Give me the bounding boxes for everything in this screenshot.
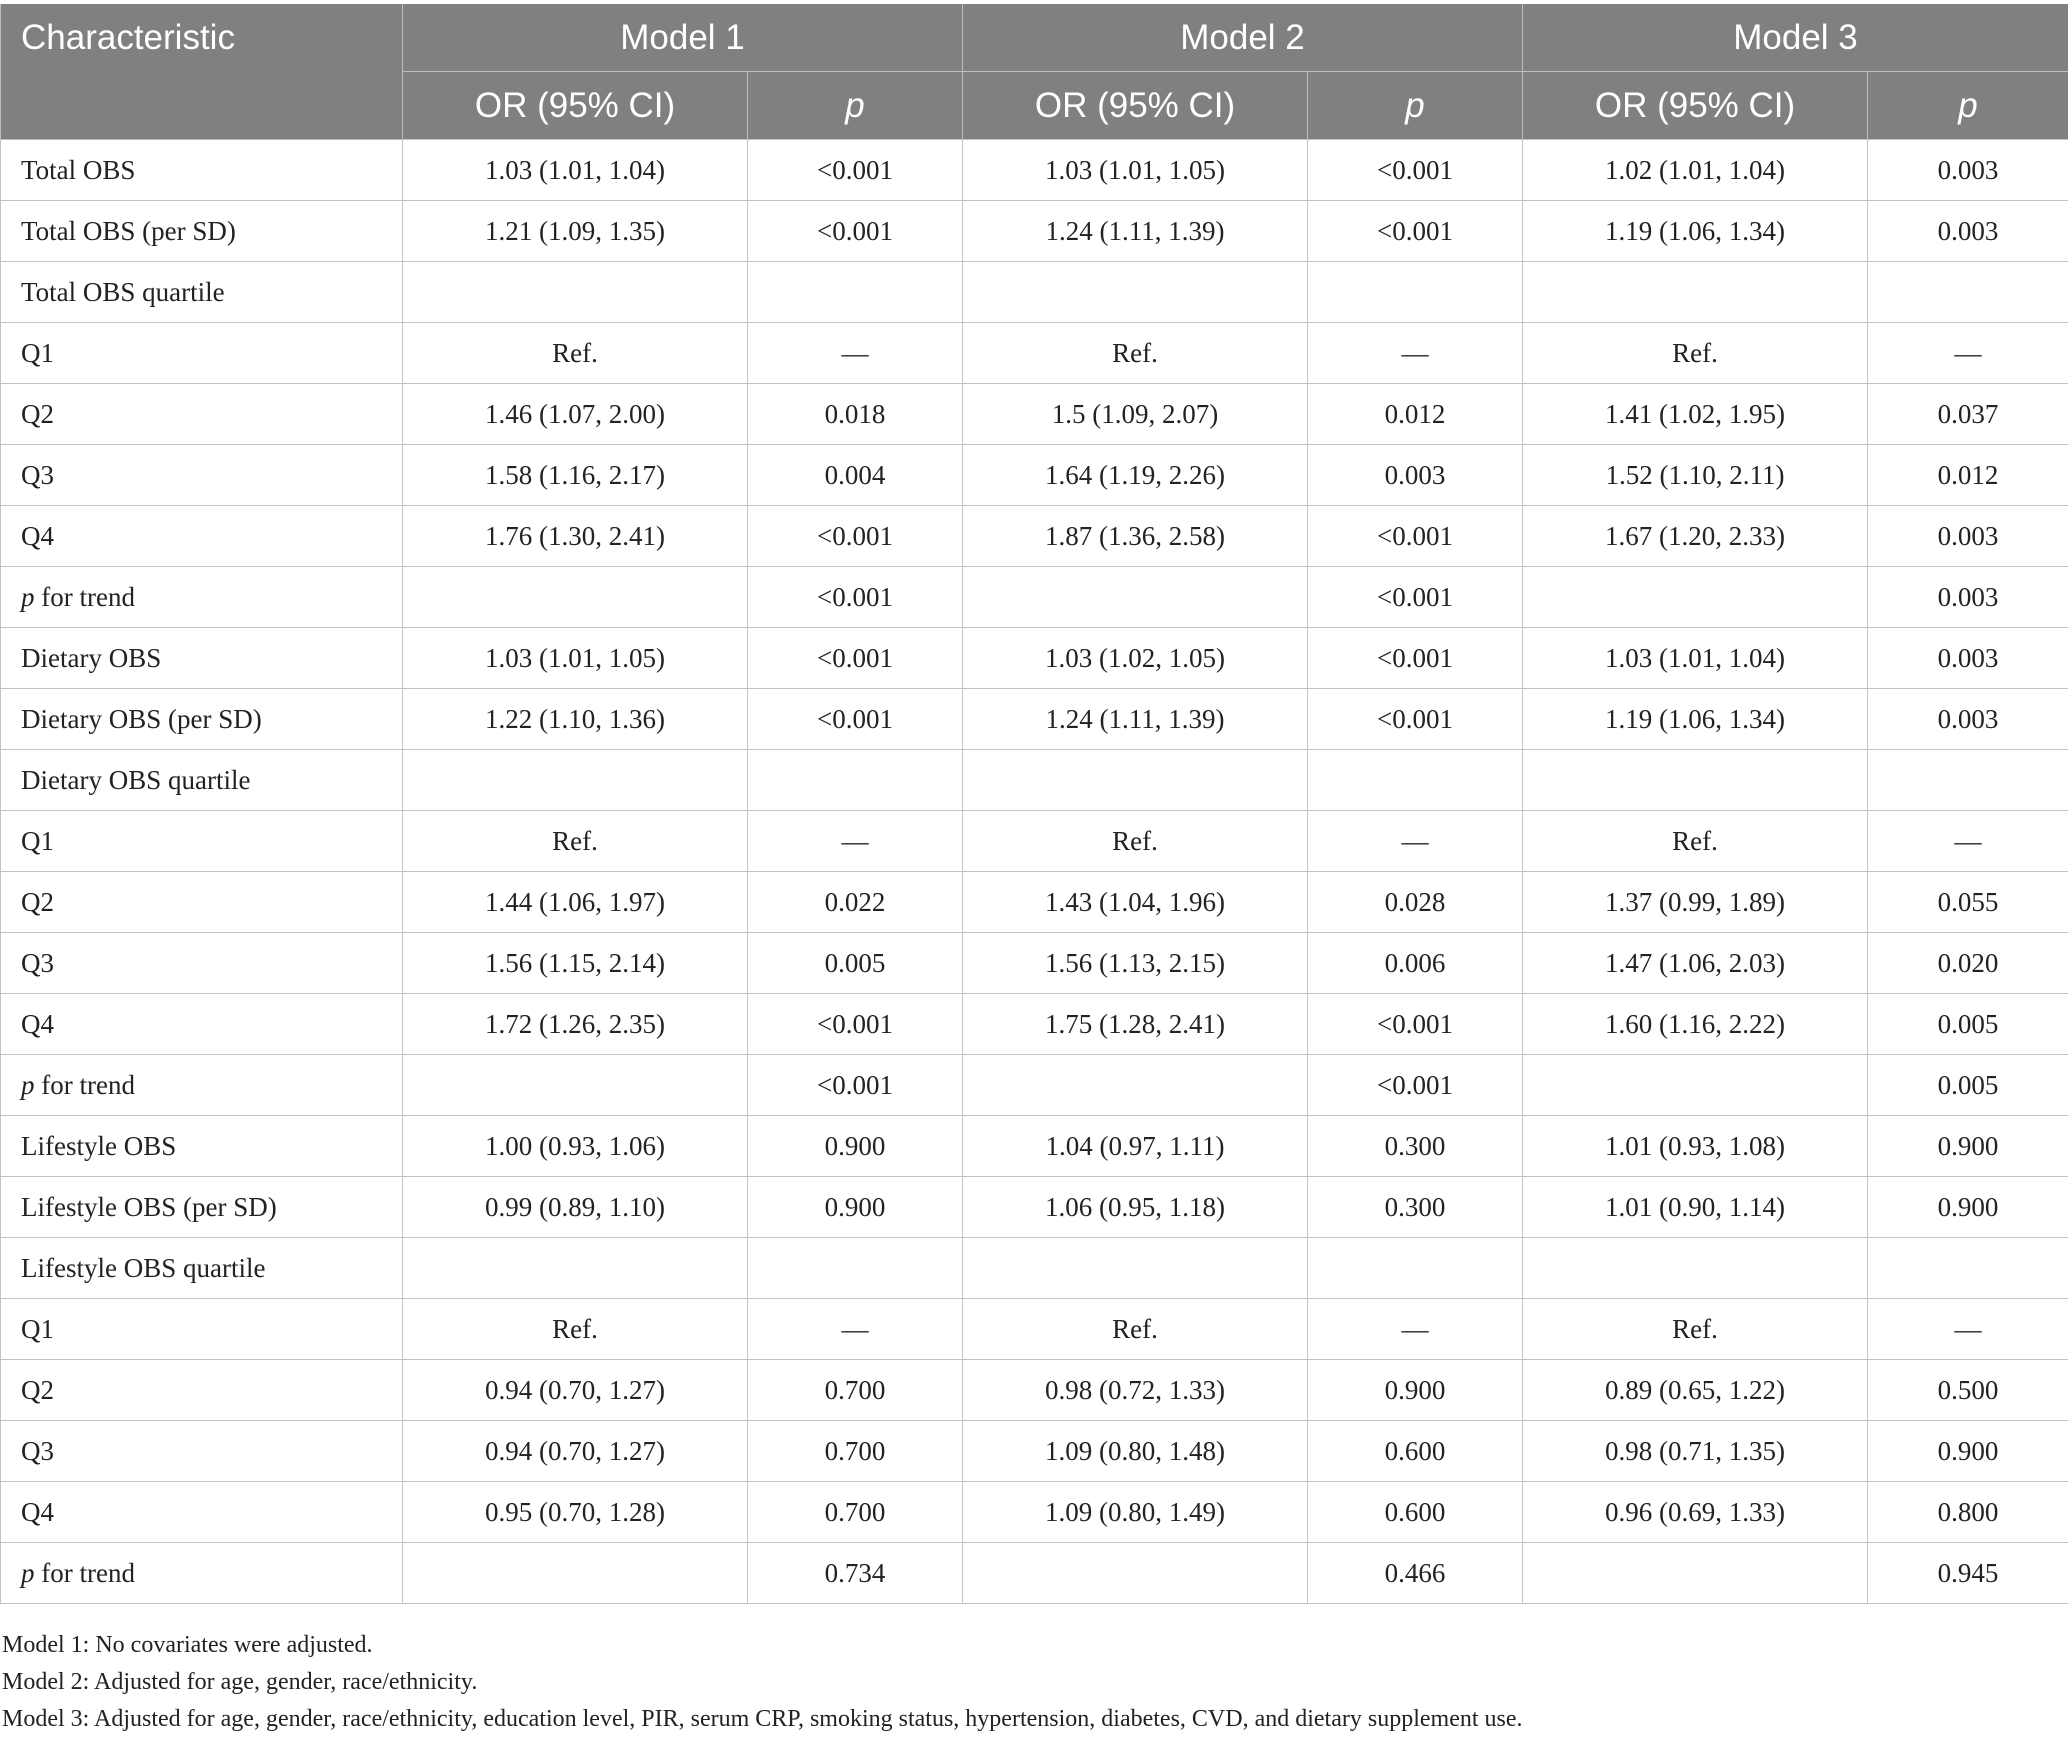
cell-m1-p: — — [748, 323, 963, 384]
cell-m2-p: <0.001 — [1308, 689, 1523, 750]
cell-m3-p: 0.945 — [1868, 1543, 2068, 1604]
cell-m1-or: 0.94 (0.70, 1.27) — [403, 1421, 748, 1482]
cell-m2-p — [1308, 1238, 1523, 1299]
row-label: Lifestyle OBS — [1, 1116, 403, 1177]
cell-m1-or: 1.21 (1.09, 1.35) — [403, 201, 748, 262]
header-model-3: Model 3 — [1523, 4, 2068, 72]
cell-m1-or — [403, 567, 748, 628]
table-row — [1, 1238, 2068, 1299]
table-row — [1, 1421, 2068, 1482]
table-row — [1, 689, 2068, 750]
cell-m1-or — [403, 262, 748, 323]
table-container — [0, 4, 2068, 1604]
table-row — [1, 628, 2068, 689]
row-label — [1, 1543, 403, 1604]
cell-m3-or: Ref. — [1523, 323, 1868, 384]
cell-m3-or — [1523, 567, 1868, 628]
cell-m2-or: 1.64 (1.19, 2.26) — [963, 445, 1308, 506]
cell-m3-or: 0.96 (0.69, 1.33) — [1523, 1482, 1868, 1543]
row-label: Lifestyle OBS (per SD) — [1, 1177, 403, 1238]
row-label-italic: p — [21, 1069, 35, 1100]
cell-m1-or: 0.99 (0.89, 1.10) — [403, 1177, 748, 1238]
cell-m3-or: 1.41 (1.02, 1.95) — [1523, 384, 1868, 445]
cell-m3-p — [1868, 750, 2068, 811]
header-m2-p: p — [1308, 72, 1523, 140]
cell-m3-or — [1523, 1238, 1868, 1299]
cell-m2-or — [963, 1543, 1308, 1604]
header-model-2: Model 2 — [963, 4, 1523, 72]
cell-m2-or: 1.87 (1.36, 2.58) — [963, 506, 1308, 567]
cell-m2-p: — — [1308, 811, 1523, 872]
cell-m2-p: <0.001 — [1308, 506, 1523, 567]
cell-m3-or: 1.01 (0.90, 1.14) — [1523, 1177, 1868, 1238]
cell-m3-or: 1.52 (1.10, 2.11) — [1523, 445, 1868, 506]
table-row — [1, 1055, 2068, 1116]
row-label: Q3 — [1, 1421, 403, 1482]
cell-m1-p — [748, 262, 963, 323]
cell-m1-or: 1.22 (1.10, 1.36) — [403, 689, 748, 750]
cell-m3-p: 0.003 — [1868, 506, 2068, 567]
row-label-text: for trend — [34, 581, 135, 612]
cell-m3-p: 0.003 — [1868, 201, 2068, 262]
cell-m3-or: 1.37 (0.99, 1.89) — [1523, 872, 1868, 933]
cell-m2-p: 0.003 — [1308, 445, 1523, 506]
cell-m2-or: 0.98 (0.72, 1.33) — [963, 1360, 1308, 1421]
cell-m3-p: 0.005 — [1868, 994, 2068, 1055]
cell-m1-or: Ref. — [403, 1299, 748, 1360]
cell-m2-p: 0.006 — [1308, 933, 1523, 994]
cell-m2-or: 1.09 (0.80, 1.48) — [963, 1421, 1308, 1482]
header-m2-or: OR (95% CI) — [963, 72, 1308, 140]
cell-m2-or: 1.09 (0.80, 1.49) — [963, 1482, 1308, 1543]
cell-m1-p: — — [748, 1299, 963, 1360]
cell-m1-p: 0.900 — [748, 1177, 963, 1238]
table-row — [1, 1299, 2068, 1360]
cell-m3-or: 1.02 (1.01, 1.04) — [1523, 140, 1868, 201]
cell-m1-or — [403, 1055, 748, 1116]
cell-m1-p: 0.734 — [748, 1543, 963, 1604]
cell-m2-p: 0.900 — [1308, 1360, 1523, 1421]
cell-m1-p: <0.001 — [748, 628, 963, 689]
table-row — [1, 750, 2068, 811]
cell-m3-p: — — [1868, 811, 2068, 872]
row-label: Q3 — [1, 933, 403, 994]
cell-m2-p — [1308, 262, 1523, 323]
row-label: Q3 — [1, 445, 403, 506]
cell-m1-or: 1.58 (1.16, 2.17) — [403, 445, 748, 506]
cell-m2-p: 0.600 — [1308, 1421, 1523, 1482]
cell-m3-p: 0.003 — [1868, 628, 2068, 689]
row-label: Total OBS (per SD) — [1, 201, 403, 262]
cell-m1-or: 1.76 (1.30, 2.41) — [403, 506, 748, 567]
cell-m3-or: 1.01 (0.93, 1.08) — [1523, 1116, 1868, 1177]
row-label: Q2 — [1, 1360, 403, 1421]
cell-m1-or: 0.95 (0.70, 1.28) — [403, 1482, 748, 1543]
cell-m2-p: — — [1308, 323, 1523, 384]
cell-m1-or: 1.03 (1.01, 1.05) — [403, 628, 748, 689]
table-row — [1, 1360, 2068, 1421]
cell-m2-or — [963, 567, 1308, 628]
cell-m1-p: <0.001 — [748, 506, 963, 567]
row-label-text: for trend — [34, 1557, 135, 1588]
table-row — [1, 506, 2068, 567]
cell-m2-or: 1.24 (1.11, 1.39) — [963, 689, 1308, 750]
row-label: Total OBS quartile — [1, 262, 403, 323]
cell-m2-p — [1308, 750, 1523, 811]
cell-m1-or: 0.94 (0.70, 1.27) — [403, 1360, 748, 1421]
cell-m1-p — [748, 750, 963, 811]
row-label-italic: p — [21, 581, 35, 612]
cell-m1-p: <0.001 — [748, 567, 963, 628]
table-row — [1, 1482, 2068, 1543]
cell-m2-p: 0.012 — [1308, 384, 1523, 445]
cell-m2-or: 1.56 (1.13, 2.15) — [963, 933, 1308, 994]
cell-m2-p: <0.001 — [1308, 1055, 1523, 1116]
header-characteristic: Characteristic — [1, 4, 403, 140]
cell-m1-or — [403, 1238, 748, 1299]
table-row — [1, 140, 2068, 201]
table-row — [1, 201, 2068, 262]
cell-m2-or: Ref. — [963, 323, 1308, 384]
cell-m3-p: 0.900 — [1868, 1177, 2068, 1238]
row-label-italic: p — [21, 1557, 35, 1588]
row-label — [1, 1055, 403, 1116]
cell-m3-or — [1523, 262, 1868, 323]
cell-m2-p: 0.300 — [1308, 1177, 1523, 1238]
cell-m3-p: 0.500 — [1868, 1360, 2068, 1421]
table-row — [1, 1116, 2068, 1177]
cell-m1-or: 1.03 (1.01, 1.04) — [403, 140, 748, 201]
cell-m3-p: — — [1868, 323, 2068, 384]
cell-m3-or: 0.98 (0.71, 1.35) — [1523, 1421, 1868, 1482]
cell-m1-or: 1.72 (1.26, 2.35) — [403, 994, 748, 1055]
cell-m3-or: 1.19 (1.06, 1.34) — [1523, 201, 1868, 262]
header-row-models — [1, 4, 2068, 72]
table-row — [1, 994, 2068, 1055]
cell-m2-p: 0.466 — [1308, 1543, 1523, 1604]
cell-m3-or — [1523, 1055, 1868, 1116]
cell-m2-or: 1.5 (1.09, 2.07) — [963, 384, 1308, 445]
cell-m1-or: 1.44 (1.06, 1.97) — [403, 872, 748, 933]
cell-m1-p: 0.700 — [748, 1360, 963, 1421]
cell-m3-p: 0.005 — [1868, 1055, 2068, 1116]
cell-m3-or: 1.03 (1.01, 1.04) — [1523, 628, 1868, 689]
cell-m3-p — [1868, 262, 2068, 323]
header-m1-or: OR (95% CI) — [403, 72, 748, 140]
cell-m2-or: 1.75 (1.28, 2.41) — [963, 994, 1308, 1055]
cell-m1-p: — — [748, 811, 963, 872]
cell-m1-p: <0.001 — [748, 140, 963, 201]
row-label: Dietary OBS quartile — [1, 750, 403, 811]
cell-m2-p: 0.300 — [1308, 1116, 1523, 1177]
cell-m2-p: 0.600 — [1308, 1482, 1523, 1543]
cell-m2-or: 1.24 (1.11, 1.39) — [963, 201, 1308, 262]
row-label-text: for trend — [34, 1069, 135, 1100]
table-row — [1, 1177, 2068, 1238]
cell-m3-p: 0.900 — [1868, 1116, 2068, 1177]
table-row — [1, 811, 2068, 872]
cell-m3-or: 1.67 (1.20, 2.33) — [1523, 506, 1868, 567]
table-row — [1, 445, 2068, 506]
cell-m2-or — [963, 1238, 1308, 1299]
cell-m3-p: 0.800 — [1868, 1482, 2068, 1543]
header-model-1: Model 1 — [403, 4, 963, 72]
cell-m1-p: <0.001 — [748, 689, 963, 750]
cell-m2-p: — — [1308, 1299, 1523, 1360]
cell-m2-or — [963, 262, 1308, 323]
cell-m3-or: 1.47 (1.06, 2.03) — [1523, 933, 1868, 994]
cell-m1-or — [403, 1543, 748, 1604]
row-label: Q2 — [1, 384, 403, 445]
cell-m1-or: Ref. — [403, 323, 748, 384]
cell-m3-p: 0.900 — [1868, 1421, 2068, 1482]
cell-m3-p: 0.003 — [1868, 689, 2068, 750]
header-m1-p: p — [748, 72, 963, 140]
row-label: Q4 — [1, 1482, 403, 1543]
cell-m2-or: 1.04 (0.97, 1.11) — [963, 1116, 1308, 1177]
cell-m3-p: 0.003 — [1868, 567, 2068, 628]
table-body — [1, 140, 2068, 1604]
header-m3-or: OR (95% CI) — [1523, 72, 1868, 140]
cell-m3-p — [1868, 1238, 2068, 1299]
row-label: Total OBS — [1, 140, 403, 201]
cell-m3-p: 0.020 — [1868, 933, 2068, 994]
cell-m1-or: Ref. — [403, 811, 748, 872]
footnotes — [2, 1627, 1523, 1738]
cell-m3-p: 0.037 — [1868, 384, 2068, 445]
cell-m1-p: 0.700 — [748, 1482, 963, 1543]
footnote-model-1: Model 1: No covariates were adjusted. — [2, 1632, 373, 1658]
table-row — [1, 872, 2068, 933]
cell-m2-p: 0.028 — [1308, 872, 1523, 933]
cell-m1-p — [748, 1238, 963, 1299]
row-label: Q4 — [1, 994, 403, 1055]
cell-m2-or: Ref. — [963, 1299, 1308, 1360]
cell-m1-p: <0.001 — [748, 994, 963, 1055]
cell-m1-p: <0.001 — [748, 201, 963, 262]
cell-m3-p: 0.055 — [1868, 872, 2068, 933]
table-row — [1, 262, 2068, 323]
cell-m3-p: — — [1868, 1299, 2068, 1360]
cell-m3-or — [1523, 1543, 1868, 1604]
results-table — [0, 4, 2068, 1604]
row-label: Lifestyle OBS quartile — [1, 1238, 403, 1299]
cell-m2-or: 1.03 (1.01, 1.05) — [963, 140, 1308, 201]
cell-m3-or: Ref. — [1523, 811, 1868, 872]
table-row — [1, 933, 2068, 994]
row-label: Q1 — [1, 323, 403, 384]
table-row — [1, 323, 2068, 384]
cell-m1-p: 0.018 — [748, 384, 963, 445]
table-row — [1, 567, 2068, 628]
cell-m1-p: 0.700 — [748, 1421, 963, 1482]
cell-m3-p: 0.012 — [1868, 445, 2068, 506]
cell-m1-or — [403, 750, 748, 811]
cell-m1-p: 0.022 — [748, 872, 963, 933]
cell-m2-p: <0.001 — [1308, 567, 1523, 628]
cell-m3-or: 0.89 (0.65, 1.22) — [1523, 1360, 1868, 1421]
cell-m1-p: <0.001 — [748, 1055, 963, 1116]
table-row — [1, 384, 2068, 445]
row-label — [1, 567, 403, 628]
cell-m2-or — [963, 1055, 1308, 1116]
table-row — [1, 1543, 2068, 1604]
cell-m2-p: <0.001 — [1308, 140, 1523, 201]
cell-m1-or: 1.46 (1.07, 2.00) — [403, 384, 748, 445]
row-label: Q1 — [1, 811, 403, 872]
header-m3-p: p — [1868, 72, 2068, 140]
cell-m1-p: 0.004 — [748, 445, 963, 506]
row-label: Q4 — [1, 506, 403, 567]
row-label: Q1 — [1, 1299, 403, 1360]
row-label: Q2 — [1, 872, 403, 933]
row-label: Dietary OBS — [1, 628, 403, 689]
footnote-model-2: Model 2: Adjusted for age, gender, race/ethnicity. — [2, 1669, 478, 1695]
cell-m1-p: 0.900 — [748, 1116, 963, 1177]
row-label: Dietary OBS (per SD) — [1, 689, 403, 750]
cell-m3-or: 1.19 (1.06, 1.34) — [1523, 689, 1868, 750]
footnote-model-3: Model 3: Adjusted for age, gender, race/ethnicity, education level, PIR, serum CRP, smoking status, hypertension, diabetes, CVD, and dietary supplement use. — [2, 1706, 1523, 1732]
cell-m2-or — [963, 750, 1308, 811]
table-header — [1, 4, 2068, 140]
cell-m2-or: 1.06 (0.95, 1.18) — [963, 1177, 1308, 1238]
cell-m1-or: 1.56 (1.15, 2.14) — [403, 933, 748, 994]
cell-m2-p: <0.001 — [1308, 201, 1523, 262]
cell-m3-or: Ref. — [1523, 1299, 1868, 1360]
cell-m2-or: 1.43 (1.04, 1.96) — [963, 872, 1308, 933]
cell-m3-or — [1523, 750, 1868, 811]
cell-m1-or: 1.00 (0.93, 1.06) — [403, 1116, 748, 1177]
cell-m3-or: 1.60 (1.16, 2.22) — [1523, 994, 1868, 1055]
cell-m3-p: 0.003 — [1868, 140, 2068, 201]
cell-m1-p: 0.005 — [748, 933, 963, 994]
cell-m2-p: <0.001 — [1308, 628, 1523, 689]
cell-m2-p: <0.001 — [1308, 994, 1523, 1055]
cell-m2-or: Ref. — [963, 811, 1308, 872]
cell-m2-or: 1.03 (1.02, 1.05) — [963, 628, 1308, 689]
